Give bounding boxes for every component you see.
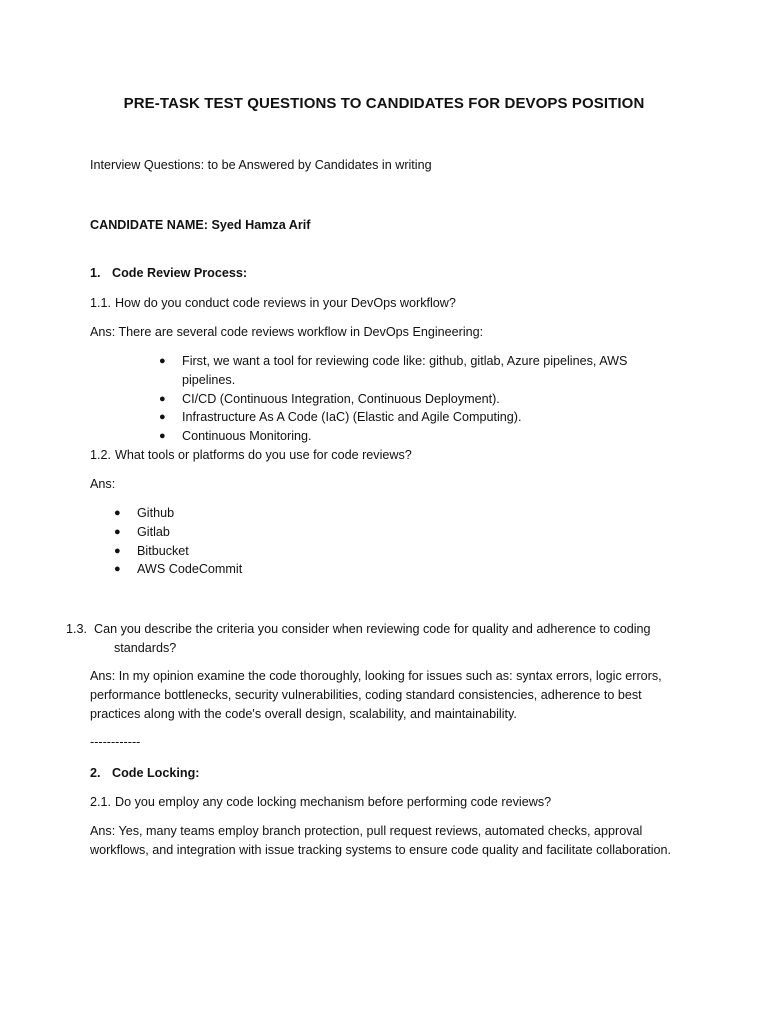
- list-item: [112, 542, 412, 561]
- question-2-1-text: Do you employ any code locking mechanism before performing code reviews?: [115, 795, 552, 809]
- list-item-text: Continuous Monitoring.: [182, 429, 312, 444]
- answer-1-1: Ans: There are several code reviews workflow in DevOps Engineering:: [90, 325, 484, 339]
- list-item-text: Github: [137, 506, 175, 520]
- bullet-glyph: ●: [159, 430, 166, 443]
- section-1-title: Code Review Process:: [112, 266, 248, 280]
- list-item: [112, 504, 412, 523]
- list-item-text: AWS CodeCommit: [137, 562, 243, 577]
- bullet-glyph: ●: [159, 411, 166, 424]
- question-1-2-number: 1.2.: [90, 448, 112, 462]
- list-item: [157, 427, 657, 446]
- bullet-glyph: ●: [114, 507, 121, 519]
- answer-1-1-list: [157, 352, 657, 446]
- separator-line: ------------: [90, 735, 141, 749]
- bullet-glyph: ●: [114, 525, 121, 538]
- question-1-2-text: What tools or platforms do you use for code reviews?: [115, 448, 412, 462]
- list-item: [157, 390, 657, 409]
- answer-1-2-list: [112, 504, 412, 579]
- bullet-glyph: ●: [114, 544, 121, 557]
- section-2-heading: [90, 764, 685, 783]
- question-1-3: 1.3. Can you describe the criteria you consider when reviewing code for quality and adherence to coding standards?: [66, 622, 651, 655]
- answer-1-2: Ans:: [90, 477, 116, 491]
- candidate-name: CANDIDATE NAME: Syed Hamza Arif: [90, 218, 311, 232]
- list-item-text: CI/CD (Continuous Integration, Continuous Deployment).: [182, 391, 500, 406]
- list-item: [157, 352, 657, 390]
- question-2-1-number: 2.1.: [90, 795, 112, 809]
- intro-text: Interview Questions: to be Answered by Candidates in writing: [90, 158, 432, 172]
- bullet-glyph: ●: [159, 355, 166, 367]
- section-2-number: 2.: [90, 766, 101, 780]
- section-1-heading: [90, 264, 685, 283]
- list-item: [157, 408, 657, 427]
- question-1-1-number: 1.1.: [90, 296, 112, 310]
- list-item-text: Infrastructure As A Code (IaC) (Elastic and Agile Computing).: [182, 410, 522, 425]
- section-2-title: Code Locking:: [112, 766, 200, 780]
- list-item-text: Gitlab: [137, 524, 170, 539]
- list-item: [112, 560, 412, 579]
- section-1-number: 1.: [90, 266, 101, 280]
- question-1-1-text: How do you conduct code reviews in your DevOps workflow?: [115, 296, 456, 310]
- list-item-text: Bitbucket: [137, 543, 189, 558]
- document-title: PRE-TASK TEST QUESTIONS TO CANDIDATES FOR DEVOPS POSITION: [123, 95, 645, 112]
- list-item: [112, 523, 412, 542]
- bullet-glyph: ●: [114, 563, 121, 576]
- question-1-1: [90, 294, 685, 313]
- answer-2-1: Ans: Yes, many teams employ branch protection, pull request reviews, automated checks, approval workflows, and integration with issue tracking systems to ensure code quality and facilitate collaboration.: [90, 824, 672, 857]
- question-2-1: [90, 793, 685, 812]
- question-1-2: [90, 446, 685, 465]
- answer-1-3: Ans: In my opinion examine the code thoroughly, looking for issues such as: syntax errors, logic errors, performance bottlenecks, security vulnerabilities, coding standard consistencies, adherence to best practices along with the code's overall design, scalability, and maintainability.: [90, 669, 662, 721]
- question-1-3-text: Can you describe the criteria you consider when reviewing code for quality and adherence to coding standards?: [94, 622, 651, 655]
- list-item-text: First, we want a tool for reviewing code like: github, gitlab, Azure pipelines, AWS pipelines.: [182, 354, 628, 387]
- bullet-glyph: ●: [159, 392, 166, 405]
